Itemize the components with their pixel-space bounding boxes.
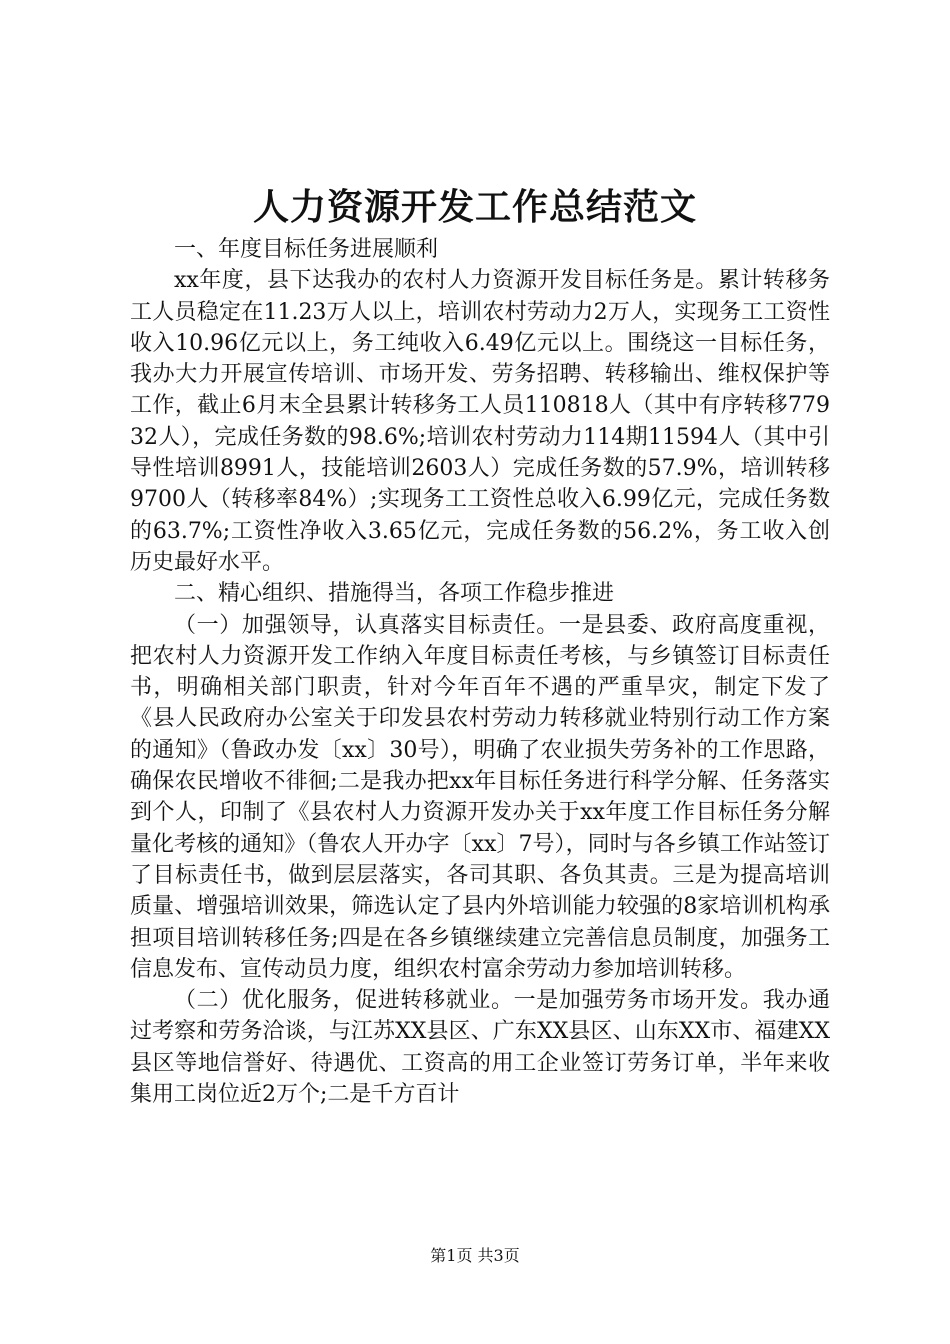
section-heading-1: 一、年度目标任务进展顺利 — [174, 237, 439, 262]
section-heading-2: 二、精心组织、措施得当，各项工作稳步推进 — [174, 581, 615, 607]
page-footer: 第1页 共3页 — [430, 1246, 520, 1265]
paragraph-annual-targets: xx年度，县下达我办的农村人力资源开发目标任务是。累计转移务工人员稳定在11.23万人以上，培训农村劳动力2万人，实现务工工资性收入10.96亿元以上，务工纯收入6.49亿元以上。围绕这一目标任务，我办大力开展宣传培训、市场开发、劳务招聘、转移输出、维权保护等工作，截止6月末全县累计转移务工人员110818人（其中有序转移77932人），完成任务数的98.6%;培训农村劳动力114期11594人（其中引导性培训8991人，技能培训2603人）完成任务数的57.9%，培训转移9700人（转移率84%）;实现务工工资性总收入6.99亿元，完成任务数的63.7%;工资性净收入3.65亿元，完成任务数的56.2%，务工收入创历史最好水平。 — [130, 268, 830, 575]
document-body — [130, 234, 830, 1110]
paragraph-services: （二）优化服务，促进转移就业。一是加强劳务市场开发。我办通过考察和劳务洽谈，与江苏XX县区、广东XX县区、山东XX市、福建XX县区等地信誉好、待遇优、工资高的用工企业签订劳务订单，半年来收集用工岗位近2万个;二是千方百计 — [130, 988, 830, 1108]
paragraph-leadership: （一）加强领导，认真落实目标责任。一是县委、政府高度重视，把农村人力资源开发工作纳入年度目标责任考核，与乡镇签订目标责任书，明确相关部门职责，针对今年百年不遇的严重旱灾，制定下发了《县人民政府办公室关于印发县农村劳动力转移就业特别行动工作方案的通知》（鲁政办发〔xx〕30号），明确了农业损失劳务补的工作思路，确保农民增收不徘徊;二是我办把xx年目标任务进行科学分解、任务落实到个人，印制了《县农村人力资源开发办关于xx年度工作目标任务分解量化考核的通知》（鲁农人开办字〔xx〕7号），同时与各乡镇工作站签订了目标责任书，做到层层落实，各司其职、各负其责。三是为提高培训质量、增强培训效果，筛选认定了县内外培训能力较强的8家培训机构承担项目培训转移任务;四是在各乡镇继续建立完善信息员制度，加强务工信息发布、宣传动员力度，组织农村富余劳动力参加培训转移。 — [130, 612, 830, 982]
document-title: 人力资源开发工作总结范文 — [252, 186, 697, 228]
